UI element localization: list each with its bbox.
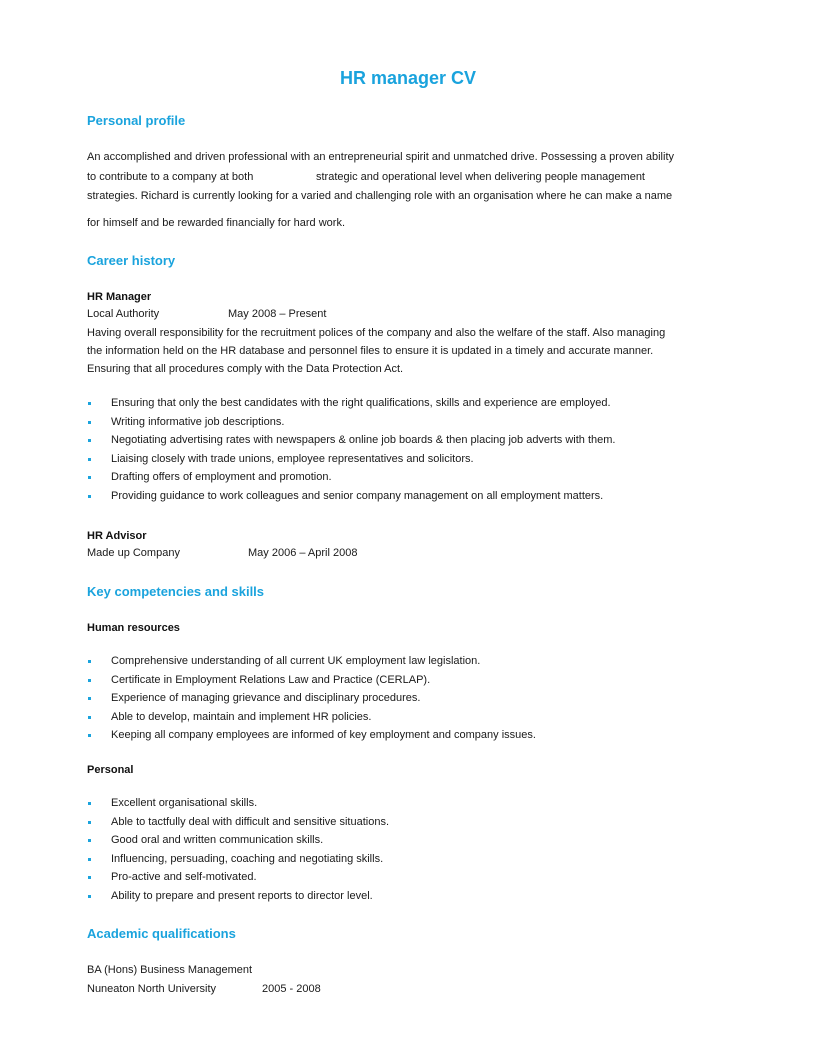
- list-item: Drafting offers of employment and promotion.: [87, 468, 615, 487]
- profile-line: for himself and be rewarded financially for hard work.: [87, 217, 346, 229]
- human-resources-skills-list: [87, 652, 536, 745]
- document-title: HR manager CV: [339, 68, 477, 88]
- profile-line: strategic and operational level when delivering people management: [316, 171, 645, 183]
- square-bullet-icon: [88, 402, 91, 405]
- square-bullet-icon: [88, 495, 91, 498]
- square-bullet-icon: [88, 876, 91, 879]
- job-employer: Made up Company: [87, 547, 180, 559]
- job-description-line: the information held on the HR database and personnel files to ensure it is updated in a timely and accurate manner.: [87, 345, 654, 357]
- square-bullet-icon: [88, 439, 91, 442]
- list-item: Able to tactfully deal with difficult and sensitive situations.: [87, 813, 389, 832]
- skill-group-title: Personal: [87, 764, 134, 776]
- job-title: HR Manager: [87, 291, 152, 303]
- job-title: HR Advisor: [87, 530, 147, 542]
- square-bullet-icon: [88, 679, 91, 682]
- job-description-line: Having overall responsibility for the recruitment polices of the company and also the welfare of the staff. Also managing: [87, 327, 666, 339]
- square-bullet-icon: [88, 421, 91, 424]
- square-bullet-icon: [88, 821, 91, 824]
- square-bullet-icon: [88, 697, 91, 700]
- list-item: Comprehensive understanding of all current UK employment law legislation.: [87, 652, 536, 671]
- square-bullet-icon: [88, 716, 91, 719]
- list-item: Writing informative job descriptions.: [87, 413, 615, 432]
- job-employer: Local Authority: [87, 308, 160, 320]
- list-item: Providing guidance to work colleagues and senior company management on all employment matters.: [87, 487, 615, 506]
- square-bullet-icon: [88, 858, 91, 861]
- degree: BA (Hons) Business Management: [87, 964, 253, 976]
- list-item: Liaising closely with trade unions, employee representatives and solicitors.: [87, 450, 615, 469]
- competencies-heading: Key competencies and skills: [87, 584, 265, 599]
- list-item: Able to develop, maintain and implement HR policies.: [87, 708, 536, 727]
- profile-line: strategies. Richard is currently looking for a varied and challenging role with an organisation where he can make a name: [87, 190, 673, 202]
- profile-line: An accomplished and driven professional with an entrepreneurial spirit and unmatched drive. Possessing a proven ability: [87, 151, 674, 163]
- square-bullet-icon: [88, 895, 91, 898]
- list-item: Excellent organisational skills.: [87, 794, 389, 813]
- career-history-heading: Career history: [87, 253, 176, 268]
- square-bullet-icon: [88, 458, 91, 461]
- job-description-line: Ensuring that all procedures comply with the Data Protection Act.: [87, 363, 404, 375]
- study-years: 2005 - 2008: [262, 983, 321, 995]
- job-responsibilities-list: [87, 394, 615, 505]
- skill-group-title: Human resources: [87, 622, 180, 634]
- list-item: Influencing, persuading, coaching and negotiating skills.: [87, 850, 389, 869]
- list-item: Pro-active and self-motivated.: [87, 868, 389, 887]
- academic-heading: Academic qualifications: [87, 926, 236, 941]
- square-bullet-icon: [88, 734, 91, 737]
- list-item: Keeping all company employees are informed of key employment and company issues.: [87, 726, 536, 745]
- job-dates: May 2006 – April 2008: [248, 547, 358, 559]
- list-item: Ensuring that only the best candidates with the right qualifications, skills and experience are employed.: [87, 394, 615, 413]
- list-item: Good oral and written communication skills.: [87, 831, 389, 850]
- list-item: Experience of managing grievance and disciplinary procedures.: [87, 689, 536, 708]
- personal-profile-heading: Personal profile: [87, 113, 186, 128]
- list-item: Certificate in Employment Relations Law and Practice (CERLAP).: [87, 671, 536, 690]
- square-bullet-icon: [88, 839, 91, 842]
- square-bullet-icon: [88, 476, 91, 479]
- personal-skills-list: [87, 794, 389, 905]
- list-item: Ability to prepare and present reports to director level.: [87, 887, 389, 906]
- profile-line: to contribute to a company at both: [87, 171, 254, 183]
- square-bullet-icon: [88, 802, 91, 805]
- square-bullet-icon: [88, 660, 91, 663]
- job-dates: May 2008 – Present: [228, 308, 327, 320]
- institution: Nuneaton North University: [87, 983, 217, 995]
- list-item: Negotiating advertising rates with newspapers & online job boards & then placing job adverts with them.: [87, 431, 615, 450]
